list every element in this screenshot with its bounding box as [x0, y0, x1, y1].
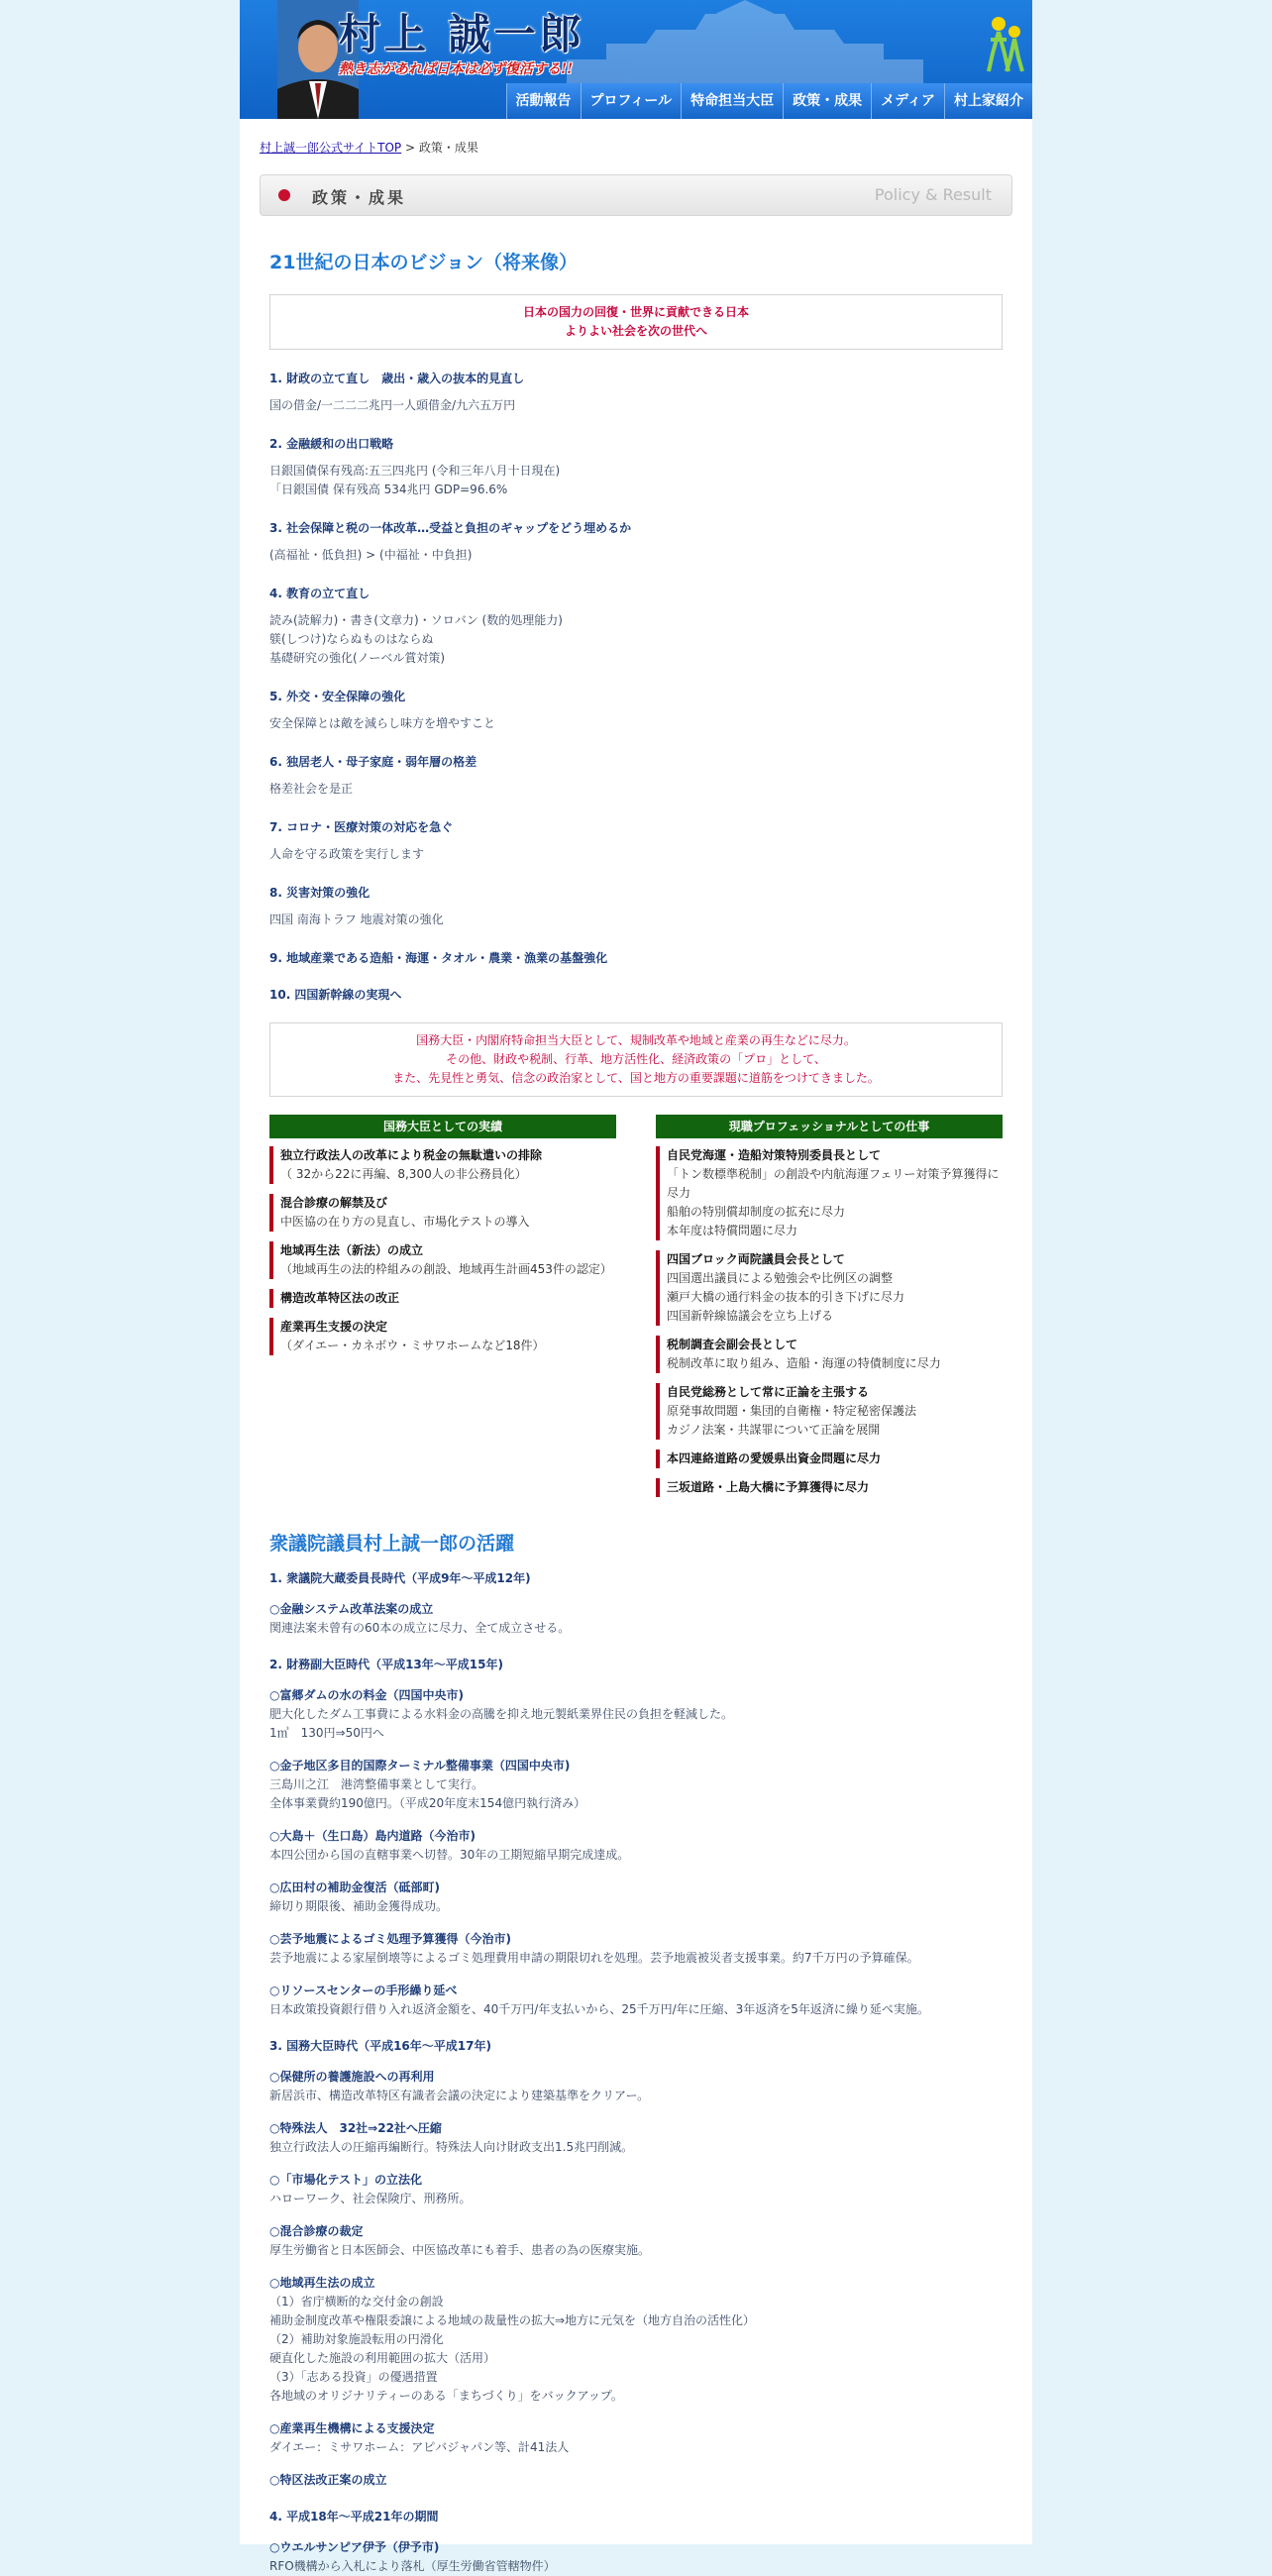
site-tagline: 熱き志があれば日本は必ず復活する!!	[339, 61, 574, 77]
career-item-title: ○芸予地震によるゴミ処理予算獲得（今治市)	[269, 1932, 511, 1946]
career-item-detail: （2）補助対象施設転用の円滑化	[269, 2332, 444, 2346]
vision-item-line: 日銀国債保有残高:五三四兆円 (令和三年八月十日現在)	[269, 464, 561, 478]
career-item-title: ○富郷ダムの水の料金（四国中央市)	[269, 1688, 464, 1702]
career-item-title: ○「市場化テスト」の立法化	[269, 2173, 422, 2187]
achievement-detail: カジノ法案・共謀罪について正論を展開	[667, 1423, 881, 1437]
achievement-detail: 中医協の在り方の見直し、市場化テストの導入	[280, 1215, 530, 1229]
career-item-title: ○広田村の補助金復活（砥部町)	[269, 1880, 440, 1894]
career-item-title: ○ウエルサンピア伊予（伊予市)	[269, 2540, 440, 2554]
achievement-title: 税制調査会副会長として	[667, 1338, 798, 1351]
achievement-title: 混合診療の解禁及び	[280, 1196, 388, 1210]
career-item-title: ○特殊法人 32社⇒22社へ圧縮	[269, 2121, 442, 2135]
achievement-detail: 原発事故問題・集団的自衛権・特定秘密保護法	[667, 1404, 917, 1418]
career-item-detail: ハローワーク、社会保険庁、刑務所。	[269, 2192, 472, 2205]
vision-item-heading: 4. 教育の立て直し	[269, 587, 371, 600]
achievement-title: 構造改革特区法の改正	[280, 1291, 400, 1305]
vision-summary-line: 日本の国力の回復・世界に貢献できる日本	[522, 305, 749, 319]
vision-item-line: 読み(読解力)・書き(文章力)・ソロバン (数的処理能力)	[269, 613, 563, 627]
achievement-detail: 四国新幹線協議会を立ち上げる	[667, 1309, 834, 1323]
vision-summary-box	[269, 294, 1003, 350]
castle-illustration	[567, 0, 923, 83]
career-item	[269, 2222, 1003, 2260]
career-item	[269, 1930, 1003, 1968]
vision-item-heading: 2. 金融緩和の出口戦略	[269, 437, 394, 451]
career-item-detail: 日本政策投資銀行借り入れ返済金額を、40千万円/年支払いから、25千万円/年に圧縮、3年返済を5年返済に繰り延べ実施。	[269, 2002, 929, 2016]
achievement-item	[269, 1289, 616, 1308]
achievement-item	[656, 1449, 1003, 1468]
achievement-title: 地域再生法（新法）の成立	[280, 1243, 424, 1257]
vision-item-heading: 5. 外交・安全保障の強化	[269, 690, 406, 703]
vision-item-line: 安全保障とは敵を減らし味方を増やすこと	[269, 716, 496, 730]
vision-list	[269, 370, 1003, 1003]
vision-item	[269, 753, 1003, 799]
vision-item	[269, 986, 1003, 1003]
achievement-item	[656, 1336, 1003, 1373]
nav-activity-report[interactable]: 活動報告	[506, 83, 581, 119]
career-item-detail: 芸予地震による家屋倒壊等によるゴミ処理費用申請の期限切れを処理。芸予地震被災者支援事業。約7千万円の予算確保。	[269, 1951, 919, 1965]
achievement-title: 産業再生支援の決定	[280, 1320, 388, 1334]
nav-profile[interactable]: プロフィール	[581, 83, 682, 119]
vision-item	[269, 585, 1003, 668]
vision-title: 21世紀の日本のビジョン（将来像）	[269, 252, 579, 273]
achievement-title: 自民党海運・造船対策特別委員長として	[667, 1148, 882, 1162]
achievement-detail: 本年度は特償問題に尽力	[667, 1224, 798, 1237]
vision-item-line: 人命を守る政策を実行します	[269, 847, 425, 861]
career-item-title: ○保健所の養護施設への再利用	[269, 2070, 435, 2084]
career-item-detail: ダイエー：ミサワホーム：アピバジャパン等、計41法人	[269, 2440, 570, 2454]
career-list	[269, 1569, 1003, 2576]
vision-item-text	[269, 611, 1003, 668]
professional-work-heading: 現職プロフェッショナルとしての仕事	[656, 1115, 1003, 1138]
nav-family[interactable]: 村上家紹介	[944, 83, 1032, 119]
career-item	[269, 2538, 1003, 2576]
vision-item-heading: 8. 災害対策の強化	[269, 886, 371, 900]
career-item	[269, 2068, 1003, 2105]
vision-item-text	[269, 546, 1003, 565]
minister-summary-line: 国務大臣・内閣府特命担当大臣として、規制改革や地域と産業の再生などに尽力。	[416, 1033, 856, 1047]
achievement-item	[269, 1194, 616, 1232]
career-item	[269, 2119, 1003, 2157]
site-name[interactable]: 村上 誠一郎	[339, 10, 585, 58]
vision-item-heading: 10. 四国新幹線の実現へ	[269, 988, 402, 1002]
achievement-item	[656, 1478, 1003, 1497]
section-subtitle: Policy & Result	[874, 185, 992, 204]
achievement-detail: 四国選出議員による勉強会や比例区の調整	[667, 1271, 894, 1285]
career-item-title: ○金子地区多目的国際ターミナル整備事業（四国中央市)	[269, 1759, 571, 1772]
career-item-title: ○地域再生法の成立	[269, 2276, 375, 2290]
career-item-detail: 本四公団から国の直轄事業へ切替。30年の工期短縮早期完成達成。	[269, 1848, 630, 1862]
career-era-heading: 2. 財務副大臣時代（平成13年～平成15年)	[269, 1658, 503, 1671]
nav-policy-results[interactable]: 政策・成果	[783, 83, 871, 119]
section-title-bar	[260, 174, 1012, 216]
breadcrumb-separator: >	[401, 141, 419, 155]
career-item-detail: 補助金制度改革や権限委譲による地域の裁量性の拡大⇒地方に元気を（地方自治の活性化）	[269, 2313, 756, 2327]
achievement-detail: 船舶の特別償却制度の拡充に尽力	[667, 1205, 846, 1219]
career-item-detail: 1㎥ 130円⇒50円へ	[269, 1726, 384, 1740]
main-content	[269, 248, 1003, 2576]
career-item-title: ○産業再生機構による支援決定	[269, 2421, 435, 2435]
achievement-title: 自民党総務として常に正論を主張する	[667, 1385, 870, 1399]
vision-item	[269, 884, 1003, 929]
achievement-item	[656, 1250, 1003, 1326]
vision-item-line: 基礎研究の強化(ノーベル賞対策)	[269, 651, 446, 665]
achievement-detail: （ 32から22に再編、8,300人の非公務員化）	[280, 1167, 527, 1181]
vision-item-heading: 7. コロナ・医療対策の対応を急ぐ	[269, 820, 454, 834]
career-item-title: ○リソースセンターの手形繰り延べ	[269, 1984, 458, 1997]
minister-summary-box	[269, 1022, 1003, 1097]
career-item-detail: 各地域のオリジナリティーのある「まちづくり」をバックアップ。	[269, 2389, 623, 2403]
career-item-detail: 全体事業費約190億円。（平成20年度末154億円執行済み）	[269, 1796, 586, 1810]
vision-item-line: 四国 南海トラフ 地震対策の強化	[269, 912, 444, 926]
achievement-item	[656, 1383, 1003, 1440]
career-item-detail: 厚生労働省と日本医師会、中医協改革にも着手、患者の為の医療実施。	[269, 2243, 651, 2257]
vision-item	[269, 435, 1003, 499]
breadcrumb-home-link[interactable]: 村上誠一郎公式サイトTOP	[260, 141, 402, 155]
career-item	[269, 1686, 1003, 1743]
achievement-item	[656, 1146, 1003, 1240]
nav-special-minister[interactable]: 特命担当大臣	[681, 83, 783, 119]
page	[240, 0, 1032, 2573]
vision-item-line: 国の借金/一二二二兆円一人頭借金/九六五万円	[269, 398, 516, 412]
career-item	[269, 1600, 1003, 1638]
achievement-detail: 「トン数標準税制」の創設や内航海運フェリー対策予算獲得に尽力	[667, 1167, 1000, 1200]
minister-summary-line: その他、財政や税制、行革、地方活性化、経済政策の「プロ」として、	[446, 1052, 826, 1066]
breadcrumb	[260, 139, 478, 156]
career-item	[269, 2471, 1003, 2490]
minister-summary-line: また、先見性と勇気、信念の政治家として、国と地方の重要課題に道筋をつけてきました。	[392, 1071, 880, 1085]
vision-item-text	[269, 911, 1003, 929]
vision-item-heading: 9. 地域産業である造船・海運・タオル・農業・漁業の基盤強化	[269, 951, 608, 965]
career-item	[269, 1757, 1003, 1813]
career-title: 衆議院議員村上誠一郎の活躍	[269, 1533, 515, 1555]
vision-item-text	[269, 845, 1003, 864]
career-era-heading: 1. 衆議院大蔵委員長時代（平成9年～平成12年)	[269, 1571, 531, 1585]
vision-item-line: 格差社会を是正	[269, 782, 354, 796]
vision-item	[269, 688, 1003, 733]
career-item-detail: 新居浜市、構造改革特区有識者会議の決定により建築基準をクリアー。	[269, 2089, 650, 2102]
career-item-detail: 硬直化した施設の利用範囲の拡大（活用）	[269, 2351, 496, 2365]
achievement-detail: 瀬戸大橋の通行料金の抜本的引き下げに尽力	[667, 1290, 905, 1304]
achievements-columns	[269, 1115, 1003, 1507]
vision-item-heading: 3. 社会保障と税の一体改革…受益と負担のギャップをどう埋めるか	[269, 521, 632, 535]
career-era-heading: 4. 平成18年～平成21年の期間	[269, 2510, 439, 2523]
achievement-detail: 税制改革に取り組み、造船・海運の特債制度に尽力	[667, 1356, 941, 1370]
main-nav	[506, 83, 1033, 119]
achievement-detail: （地域再生の法的枠組みの創設、地域再生計画453件の認定）	[280, 1262, 612, 1276]
achievement-detail: （ダイエー・カネボウ・ミサワホームなど18件）	[280, 1339, 545, 1352]
vision-item	[269, 370, 1003, 415]
nav-media[interactable]: メディア	[871, 83, 944, 119]
career-item	[269, 2274, 1003, 2406]
vision-item-line: 躾(しつけ)ならぬものはならぬ	[269, 632, 434, 646]
vision-item-text	[269, 714, 1003, 733]
career-item-title: ○混合診療の裁定	[269, 2224, 364, 2238]
minister-achievements-heading: 国務大臣としての実績	[269, 1115, 616, 1138]
vision-summary-line: よりよい社会を次の世代へ	[564, 324, 707, 338]
achievement-item	[269, 1241, 616, 1279]
vision-item-text	[269, 462, 1003, 499]
career-item	[269, 1878, 1003, 1916]
vision-item-heading: 1. 財政の立て直し 歳出・歳入の抜本的見直し	[269, 372, 525, 385]
vision-item	[269, 949, 1003, 966]
mascot-icon	[983, 14, 1026, 73]
breadcrumb-current: 政策・成果	[418, 141, 478, 155]
vision-item-text	[269, 396, 1003, 415]
achievement-item	[269, 1318, 616, 1355]
professional-work	[656, 1115, 1003, 1507]
career-item-title: ○大島＋（生口島）島内道路（今治市)	[269, 1829, 476, 1843]
vision-item-line: (高福祉・低負担) > (中福祉・中負担)	[269, 548, 473, 562]
career-item-detail: （3）「志ある投資」の優遇措置	[269, 2370, 438, 2384]
career-item-detail: 肥大化したダム工事費による水料金の高騰を抑え地元製紙業界住民の負担を軽減した。	[269, 1707, 734, 1721]
career-item-detail: （1）省庁横断的な交付金の創設	[269, 2295, 444, 2308]
career-item-detail: RFO機構から入札により落札（厚生労働省管轄物件）	[269, 2559, 556, 2573]
vision-item	[269, 818, 1003, 864]
vision-item-line: 「日銀国債 保有残高 534兆円 GDP=96.6%	[269, 483, 508, 496]
minister-achievements	[269, 1115, 616, 1507]
achievement-title: 四国ブロック両院議員会長として	[667, 1252, 845, 1266]
career-item	[269, 1982, 1003, 2019]
career-item-detail: 関連法案未曾有の60本の成立に尽力、全て成立させる。	[269, 1621, 571, 1635]
vision-item-heading: 6. 独居老人・母子家庭・弱年層の格差	[269, 755, 477, 769]
career-item-detail: 締切り期限後、補助金獲得成功。	[269, 1899, 449, 1913]
achievement-title: 本四連絡道路の愛媛県出資金問題に尽力	[667, 1451, 882, 1465]
vision-item	[269, 519, 1003, 565]
vision-item-text	[269, 780, 1003, 799]
career-item	[269, 1827, 1003, 1865]
career-era-heading: 3. 国務大臣時代（平成16年～平成17年)	[269, 2039, 491, 2053]
achievement-title: 独立行政法人の改革により税金の無駄遣いの排除	[280, 1148, 543, 1162]
career-item	[269, 2171, 1003, 2208]
red-dot-icon	[278, 189, 290, 201]
achievement-title: 三坂道路・上島大橋に予算獲得に尽力	[667, 1480, 870, 1494]
career-item-title: ○特区法改正案の成立	[269, 2473, 387, 2487]
career-item	[269, 2419, 1003, 2457]
career-item-detail: 独立行政法人の圧縮再編断行。特殊法人向け財政支出1.5兆円削減。	[269, 2140, 634, 2154]
site-header	[240, 0, 1032, 119]
achievement-item	[269, 1146, 616, 1184]
section-title: 政策・成果	[312, 188, 407, 207]
career-item-title: ○金融システム改革法案の成立	[269, 1602, 434, 1616]
career-item-detail: 三島川之江 港湾整備事業として実行。	[269, 1777, 484, 1791]
